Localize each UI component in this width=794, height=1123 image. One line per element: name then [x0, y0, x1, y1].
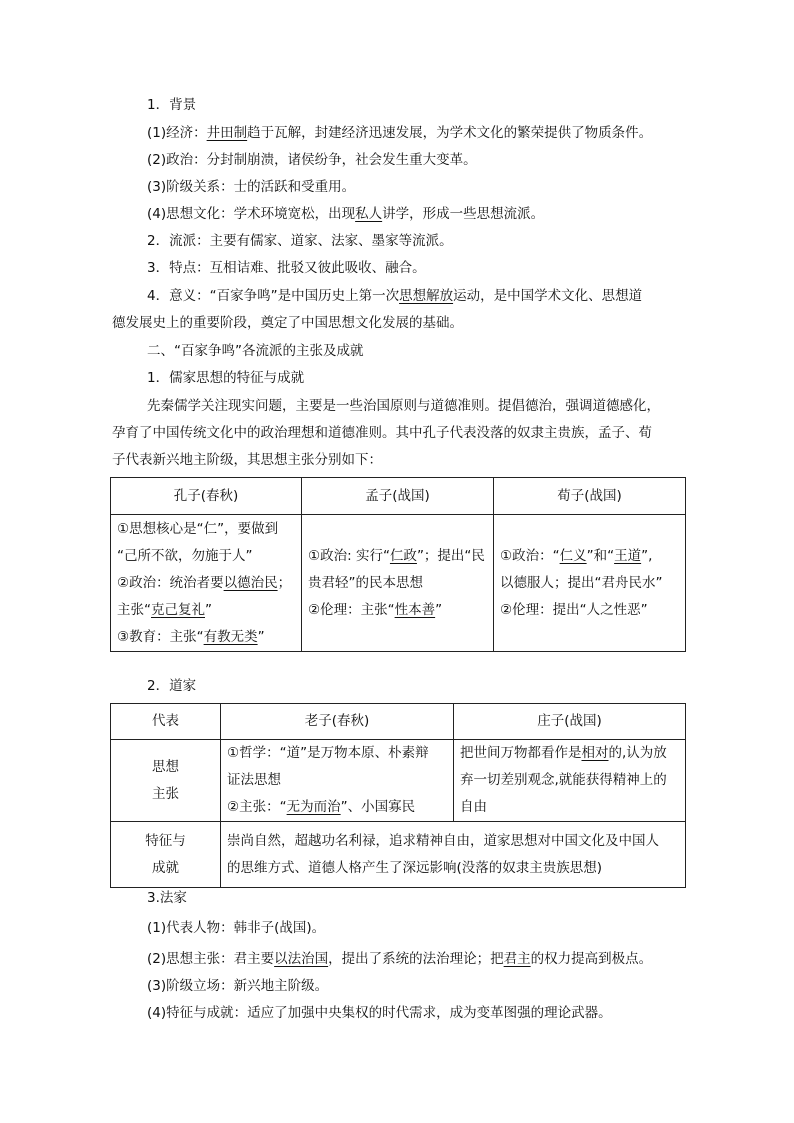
confucian-heading: 1．儒家思想的特征与成就 [147, 370, 305, 386]
features-line: 3．特点：互相诘难、批驳又彼此吸收、融合。 [147, 260, 426, 276]
header-kongzi: 孔子(春秋) [111, 478, 302, 515]
header-zhuangzi: 庄子(战国) [454, 704, 686, 740]
section-title: 二、“百家争鸣”各流派的主张及成就 [147, 343, 364, 359]
significance-line-2: 德发展史上的重要阶段，奠定了中国思想文化发展的基础。 [112, 315, 463, 331]
xunzi-cell: ①政治：“仁义”和“王道”, 以德服人；提出“君舟民水” ②伦理：提出“人之性恶” [494, 515, 686, 652]
legalism-heading: 3.法家 [147, 890, 187, 906]
legalism-achieve: (4)特征与成就：适应了加强中央集权的时代需求，成为变革图强的理论武器。 [147, 1005, 612, 1021]
significance-line: 4．意义：“百家争鸣”是中国历史上第一次思想解放运动，是中国学术文化、思想道 [147, 288, 643, 304]
schools-line: 2．流派：主要有儒家、道家、法家、墨家等流派。 [147, 233, 453, 249]
culture-line: (4)思想文化：学术环境宽松，出现私人讲学，形成一些思想流派。 [147, 206, 545, 222]
zhuangzi-cell: 把世间万物都看作是相对的,认为放 弃一切差别观念,就能获得精神上的 自由 [454, 740, 686, 822]
legalism-rep: (1)代表人物：韩非子(战国)。 [147, 920, 326, 936]
legalism-idea: (2)思想主张：君主要以法治国，提出了系统的法治理论；把君主的权力提高到极点。 [147, 951, 653, 967]
mengzi-cell: ①政治: 实行“仁政”；提出“民 贵君轻”的民本思想 ②伦理：主张“性本善” [302, 515, 494, 652]
header-rep: 代表 [111, 704, 221, 740]
class-line: (3)阶级关系：士的活跃和受重用。 [147, 179, 356, 195]
economy-line: (1)经济：井田制趋于瓦解，封建经济迅速发展，为学术文化的繁荣提供了物质条件。 [147, 125, 653, 141]
taoism-heading: 2．道家 [147, 678, 197, 694]
background-heading: 1．背景 [147, 97, 197, 113]
underlined-term: 井田制 [206, 125, 248, 141]
confucian-paragraph: 子代表新兴地主阶级，其思想主张分别如下： [112, 452, 382, 468]
kongzi-cell: ①思想核心是“仁”，要做到 “己所不欲，勿施于人” ②政治：统治者要以德治民； 主张“克己复礼” ③教育：主张“有教无类” [111, 515, 302, 652]
politics-line: (2)政治：分封制崩溃，诸侯纷争，社会发生重大变革。 [147, 152, 477, 168]
taoism-table [110, 703, 686, 888]
laozi-cell: ①哲学：“道”是万物本原、朴素辩 证法思想 ②主张：“无为而治”、小国寡民 [221, 740, 454, 822]
row-label-ideas: 思想 主张 [111, 740, 221, 822]
header-mengzi: 孟子(战国) [302, 478, 494, 515]
underlined-term: 君主 [503, 951, 531, 967]
legalism-class: (3)阶级立场：新兴地主阶级。 [147, 978, 329, 994]
confucian-table [110, 477, 686, 652]
header-xunzi: 荀子(战国) [494, 478, 686, 515]
header-laozi: 老子(春秋) [221, 704, 454, 740]
underlined-term: 私人 [355, 206, 383, 222]
confucian-paragraph: 孕育了中国传统文化中的政治理想和道德准则。其中孔子代表没落的奴隶主贵族，孟子、荀 [112, 425, 652, 441]
confucian-paragraph: 先秦儒学关注现实问题，主要是一些治国原则与道德准则。提倡德治，强调道德感化， [147, 398, 660, 414]
underlined-term: 以法治国 [274, 951, 329, 967]
features-cell: 崇尚自然，超越功名利禄，追求精神自由，道家思想对中国文化及中国人 的思维方式、道德人格产生了深远影响(没落的奴隶主贵族思想) [221, 822, 686, 888]
underlined-term: 思想解放 [399, 288, 454, 304]
row-label-features: 特征与 成就 [111, 822, 221, 888]
